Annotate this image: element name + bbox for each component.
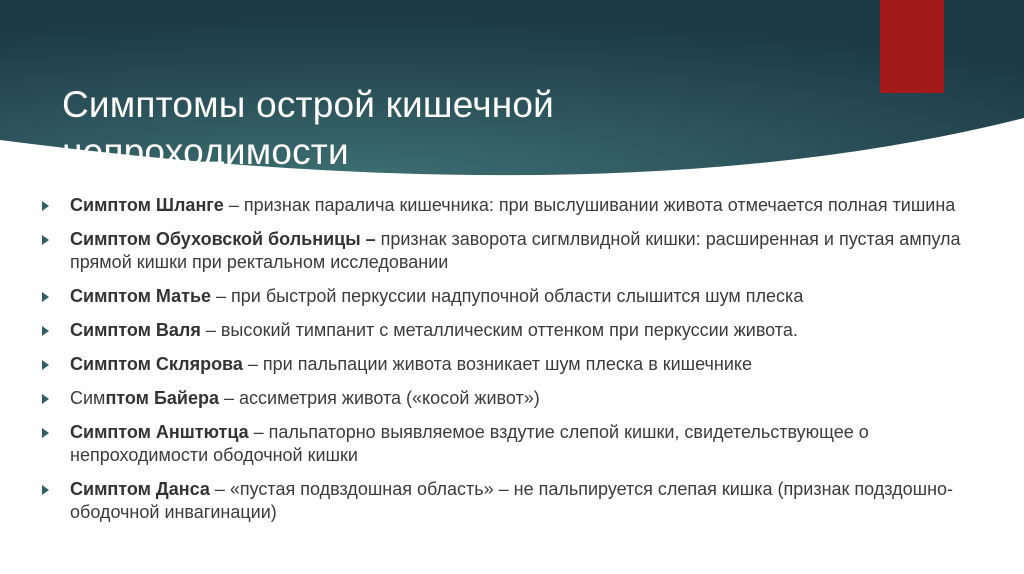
triangle-bullet-icon [42, 428, 49, 438]
symptom-name: Симптом Обуховской больницы – [70, 229, 376, 249]
list-item-bayer [40, 387, 1000, 410]
symptom-name: Симптом Склярова [70, 354, 243, 374]
symptom-list [40, 194, 1000, 535]
symptom-description: – при быстрой перкуссии надпупочной области слышится шум плеска [211, 286, 804, 306]
list-item-anschutz [40, 421, 1000, 467]
symptom-description: – «пустая подвздошная область» – не пальпируется слепая кишка (признак подздошно-ободочной инвагинации) [70, 479, 954, 522]
triangle-bullet-icon [42, 394, 49, 404]
triangle-bullet-icon [42, 326, 49, 336]
symptom-name: Симптом Валя [70, 320, 201, 340]
list-item-mathieu [40, 285, 1000, 308]
list-item-sklyarov [40, 353, 1000, 376]
triangle-bullet-icon [42, 201, 49, 211]
list-item-obukhov-hospital [40, 228, 1000, 274]
list-item-wahl [40, 319, 1000, 342]
symptom-name: Симптом Анштютца [70, 422, 249, 442]
symptom-name: Симптом Данса [70, 479, 210, 499]
symptom-description: – ассиметрия живота («косой живот») [219, 388, 540, 408]
title-line-1: Симптомы острой кишечной [62, 83, 555, 125]
symptom-description: – высокий тимпанит с металлическим оттенком при перкуссии живота. [200, 320, 798, 340]
triangle-bullet-icon [42, 235, 49, 245]
triangle-bullet-icon [42, 292, 49, 302]
triangle-bullet-icon [42, 485, 49, 495]
title-line-2: непроходимости [62, 130, 349, 172]
slide-title [62, 81, 842, 175]
symptom-description: – пальпаторно выявляемое вздутие слепой кишки, свидетельствующее о непроходимости ободочной кишки [70, 422, 869, 465]
list-item-shlange [40, 194, 1000, 217]
symptom-description: – при пальпации живота возникает шум плеска в кишечнике [242, 354, 752, 374]
list-item-dance [40, 478, 1000, 524]
triangle-bullet-icon [42, 360, 49, 370]
symptom-name-prefix: Сим [70, 388, 106, 408]
red-accent-bar [880, 0, 944, 93]
symptom-name: Симптом Шланге [70, 195, 224, 215]
symptom-description: признак заворота сигмлвидной кишки: расширенная и пустая ампула прямой кишки при ректальном исследовании [70, 229, 961, 272]
symptom-name: Симптом Матье [70, 286, 212, 306]
symptom-description: – признак паралича кишечника: при выслушивании живота отмечается полная тишина [223, 195, 956, 215]
symptom-name: птом Байера [105, 388, 219, 408]
